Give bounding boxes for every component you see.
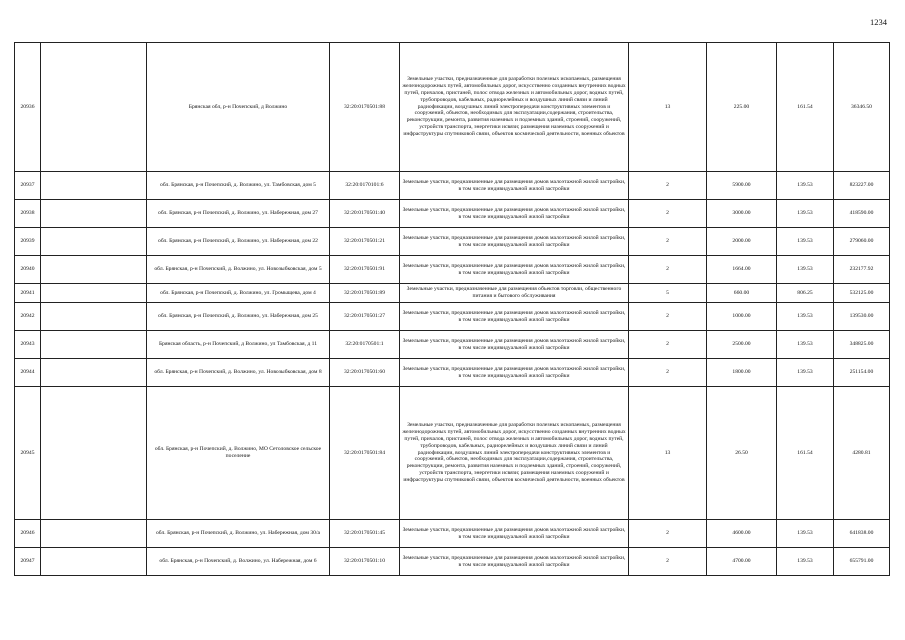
table-row — [15, 359, 890, 387]
cadastral-value: 36346.50 — [834, 43, 890, 172]
table-row — [15, 387, 890, 520]
category-code: 2 — [629, 359, 707, 387]
rate-value: 806.25 — [777, 284, 834, 303]
rate-value: 139.53 — [777, 331, 834, 359]
address-cell: обл. Брянская, р-н Почепский, д. Волжино, МО Сетоловское сельское поселение — [147, 387, 330, 520]
land-use-description: Земельные участки, предназначенные для размещения объектов торговли, общественного питания и бытового обслуживания — [400, 284, 629, 303]
record-id: 20939 — [15, 228, 41, 256]
empty-cell — [41, 303, 147, 331]
empty-cell — [41, 548, 147, 576]
area-value: 3000.00 — [707, 200, 777, 228]
table-row — [15, 256, 890, 284]
land-use-description: Земельные участки, предназначенные для размещения домов малоэтажной жилой застройки, в том числе индивидуальной жилой застройки — [400, 520, 629, 548]
cadastral-value: 251154.00 — [834, 359, 890, 387]
record-id: 20945 — [15, 387, 41, 520]
area-value: 660.00 — [707, 284, 777, 303]
address-cell: Брянская обл, р-н Почепский, д Волжино — [147, 43, 330, 172]
cadastral-number: 32:20:0170501:60 — [330, 359, 400, 387]
record-id: 20943 — [15, 331, 41, 359]
empty-cell — [41, 359, 147, 387]
cadastral-value: 655791.00 — [834, 548, 890, 576]
area-value: 2000.00 — [707, 228, 777, 256]
table-row — [15, 228, 890, 256]
category-code: 13 — [629, 43, 707, 172]
cadastral-value: 532125.00 — [834, 284, 890, 303]
record-id: 20946 — [15, 520, 41, 548]
empty-cell — [41, 520, 147, 548]
land-use-description: Земельные участки, предназначенные для размещения домов малоэтажной жилой застройки, в том числе индивидуальной жилой застройки — [400, 359, 629, 387]
rate-value: 139.53 — [777, 303, 834, 331]
land-use-description: Земельные участки, предназначенные для размещения домов малоэтажной жилой застройки, в том числе индивидуальной жилой застройки — [400, 172, 629, 200]
category-code: 2 — [629, 200, 707, 228]
rate-value: 161.54 — [777, 43, 834, 172]
table-row — [15, 520, 890, 548]
area-value: 1664.00 — [707, 256, 777, 284]
record-id: 20947 — [15, 548, 41, 576]
cadastral-value: 348825.00 — [834, 331, 890, 359]
empty-cell — [41, 331, 147, 359]
address-cell: Брянская область, р-н Почепский, д Волжино, ул Тамбовская, д 11 — [147, 331, 330, 359]
empty-cell — [41, 172, 147, 200]
cadastral-number: 32:20:0170501:89 — [330, 284, 400, 303]
rate-value: 139.53 — [777, 228, 834, 256]
empty-cell — [41, 284, 147, 303]
address-cell: обл. Брянская, р-н Почепский, д. Волжино, ул. Набережная, дом 30/а — [147, 520, 330, 548]
category-code: 5 — [629, 284, 707, 303]
area-value: 26.50 — [707, 387, 777, 520]
rate-value: 139.53 — [777, 520, 834, 548]
record-id: 20938 — [15, 200, 41, 228]
table-row — [15, 303, 890, 331]
area-value: 4700.00 — [707, 548, 777, 576]
area-value: 5900.00 — [707, 172, 777, 200]
cadastral-number: 32:20:0170501:91 — [330, 256, 400, 284]
cadastral-number: 32:20:0170501:27 — [330, 303, 400, 331]
empty-cell — [41, 387, 147, 520]
category-code: 2 — [629, 228, 707, 256]
rate-value: 161.54 — [777, 387, 834, 520]
record-id: 20941 — [15, 284, 41, 303]
empty-cell — [41, 200, 147, 228]
rate-value: 139.53 — [777, 548, 834, 576]
table-row — [15, 548, 890, 576]
category-code: 2 — [629, 520, 707, 548]
cadastral-value: 823227.00 — [834, 172, 890, 200]
cadastral-value: 641838.00 — [834, 520, 890, 548]
category-code: 13 — [629, 387, 707, 520]
empty-cell — [41, 43, 147, 172]
land-registry-table — [14, 42, 890, 576]
address-cell: обл. Брянская, р-н Почепский, д. Волжино, ул. Новозыбковская, дом 5 — [147, 256, 330, 284]
cadastral-number: 32:20:0170101:6 — [330, 172, 400, 200]
record-id: 20937 — [15, 172, 41, 200]
land-use-description: Земельные участки, предназначенные для размещения домов малоэтажной жилой застройки, в том числе индивидуальной жилой застройки — [400, 256, 629, 284]
empty-cell — [41, 256, 147, 284]
table-row — [15, 284, 890, 303]
category-code: 2 — [629, 331, 707, 359]
record-id: 20944 — [15, 359, 41, 387]
table-row — [15, 172, 890, 200]
page-number: 1234 — [870, 17, 887, 27]
cadastral-value: 4280.81 — [834, 387, 890, 520]
cadastral-number: 32:20:0170501:21 — [330, 228, 400, 256]
cadastral-number: 32:20:0170501:84 — [330, 387, 400, 520]
rate-value: 139.53 — [777, 256, 834, 284]
record-id: 20942 — [15, 303, 41, 331]
cadastral-number: 32:20:0170501:40 — [330, 200, 400, 228]
land-use-description: Земельные участки, предназначенные для размещения домов малоэтажной жилой застройки, в том числе индивидуальной жилой застройки — [400, 303, 629, 331]
cadastral-value: 232177.92 — [834, 256, 890, 284]
empty-cell — [41, 228, 147, 256]
table-row — [15, 331, 890, 359]
address-cell: обл. Брянская, р-н Почепский, д. Волжино, ул. Набережная, дом 6 — [147, 548, 330, 576]
rate-value: 139.53 — [777, 359, 834, 387]
address-cell: обл. Брянская, р-н Почепский, д. Волжино, ул. Набережная, дом 27 — [147, 200, 330, 228]
category-code: 2 — [629, 548, 707, 576]
category-code: 2 — [629, 172, 707, 200]
area-value: 225.00 — [707, 43, 777, 172]
table-body — [15, 43, 890, 576]
cadastral-number: 32:20:0170501:1 — [330, 331, 400, 359]
rate-value: 139.53 — [777, 200, 834, 228]
cadastral-number: 32:20:0170501:10 — [330, 548, 400, 576]
land-use-description: Земельные участки, предназначенные для размещения домов малоэтажной жилой застройки, в том числе индивидуальной жилой застройки — [400, 548, 629, 576]
area-value: 1000.00 — [707, 303, 777, 331]
rate-value: 139.53 — [777, 172, 834, 200]
record-id: 20940 — [15, 256, 41, 284]
cadastral-number: 32:20:0170501:45 — [330, 520, 400, 548]
land-use-description: Земельные участки, предназначенные для размещения домов малоэтажной жилой застройки, в том числе индивидуальной жилой застройки — [400, 331, 629, 359]
category-code: 2 — [629, 303, 707, 331]
address-cell: обл. Брянская, р-н Почепский, д. Волжино, ул. Набережная, дом 22 — [147, 228, 330, 256]
cadastral-number: 32:20:0170501:88 — [330, 43, 400, 172]
record-id: 20936 — [15, 43, 41, 172]
area-value: 1800.00 — [707, 359, 777, 387]
land-use-description: Земельные участки, предназначенные для разработки полезных ископаемых, размещения железнодорожных путей, автомобильных дорог, искусственно созданных внутренних водных путей, причалов, пристаней, полос отвода железных и автомобильных дорог, водных путей, трубопроводов, кабельных, радиорелейных и воздушных линий связи и линий радиофикации, воздушных линий электропередачи конструктивных элементов и сооружений, объектов, необходимых для эксплуатации,содержания, строительства, реконструкции, ремонта, развития наземных и подземных зданий, строений, сооружений, устройств транспорта, энергетики исвязи; размещения наземных сооружений и инфраструктуры спутниковой связи, объектов космической деятельности, военных объектов — [400, 43, 629, 172]
address-cell: обл. Брянская, р-н Почепский, д. Волжино, ул. Тамбовская, дом 5 — [147, 172, 330, 200]
cadastral-value: 139530.00 — [834, 303, 890, 331]
cadastral-value: 279060.00 — [834, 228, 890, 256]
land-use-description: Земельные участки, предназначенные для размещения домов малоэтажной жилой застройки, в том числе индивидуальной жилой застройки — [400, 228, 629, 256]
table-row — [15, 43, 890, 172]
land-use-description: Земельные участки, предназначенные для разработки полезных ископаемых, размещения железнодорожных путей, автомобильных дорог, искусственно созданных внутренних водных путей, причалов, пристаней, полос отвода железных и автомобильных дорог, водных путей, трубопроводов, кабельных, радиорелейных и воздушных линий связи и линий радиофикации, воздушных линий электропередачи конструктивных элементов и сооружений, объектов, необходимых для эксплуатации,содержания, строительства, реконструкции, ремонта, развития наземных и подземных зданий, строений, сооружений, устройств транспорта, энергетики исвязи; размещения наземных сооружений и инфраструктуры спутниковой связи, объектов космической деятельности, военных объектов — [400, 387, 629, 520]
address-cell: обл. Брянская, р-н Почепский, д. Волжино, ул. Новозыбковская, дом 8 — [147, 359, 330, 387]
cadastral-value: 418590.00 — [834, 200, 890, 228]
category-code: 2 — [629, 256, 707, 284]
table-row — [15, 200, 890, 228]
address-cell: обл. Брянская, р-н Почепский, д. Волжино, ул. Громыщева, дом 4 — [147, 284, 330, 303]
address-cell: обл. Брянская, р-н Почепский, д. Волжино, ул. Набережная, дом 25 — [147, 303, 330, 331]
area-value: 2500.00 — [707, 331, 777, 359]
area-value: 4600.00 — [707, 520, 777, 548]
land-use-description: Земельные участки, предназначенные для размещения домов малоэтажной жилой застройки, в том числе индивидуальной жилой застройки — [400, 200, 629, 228]
